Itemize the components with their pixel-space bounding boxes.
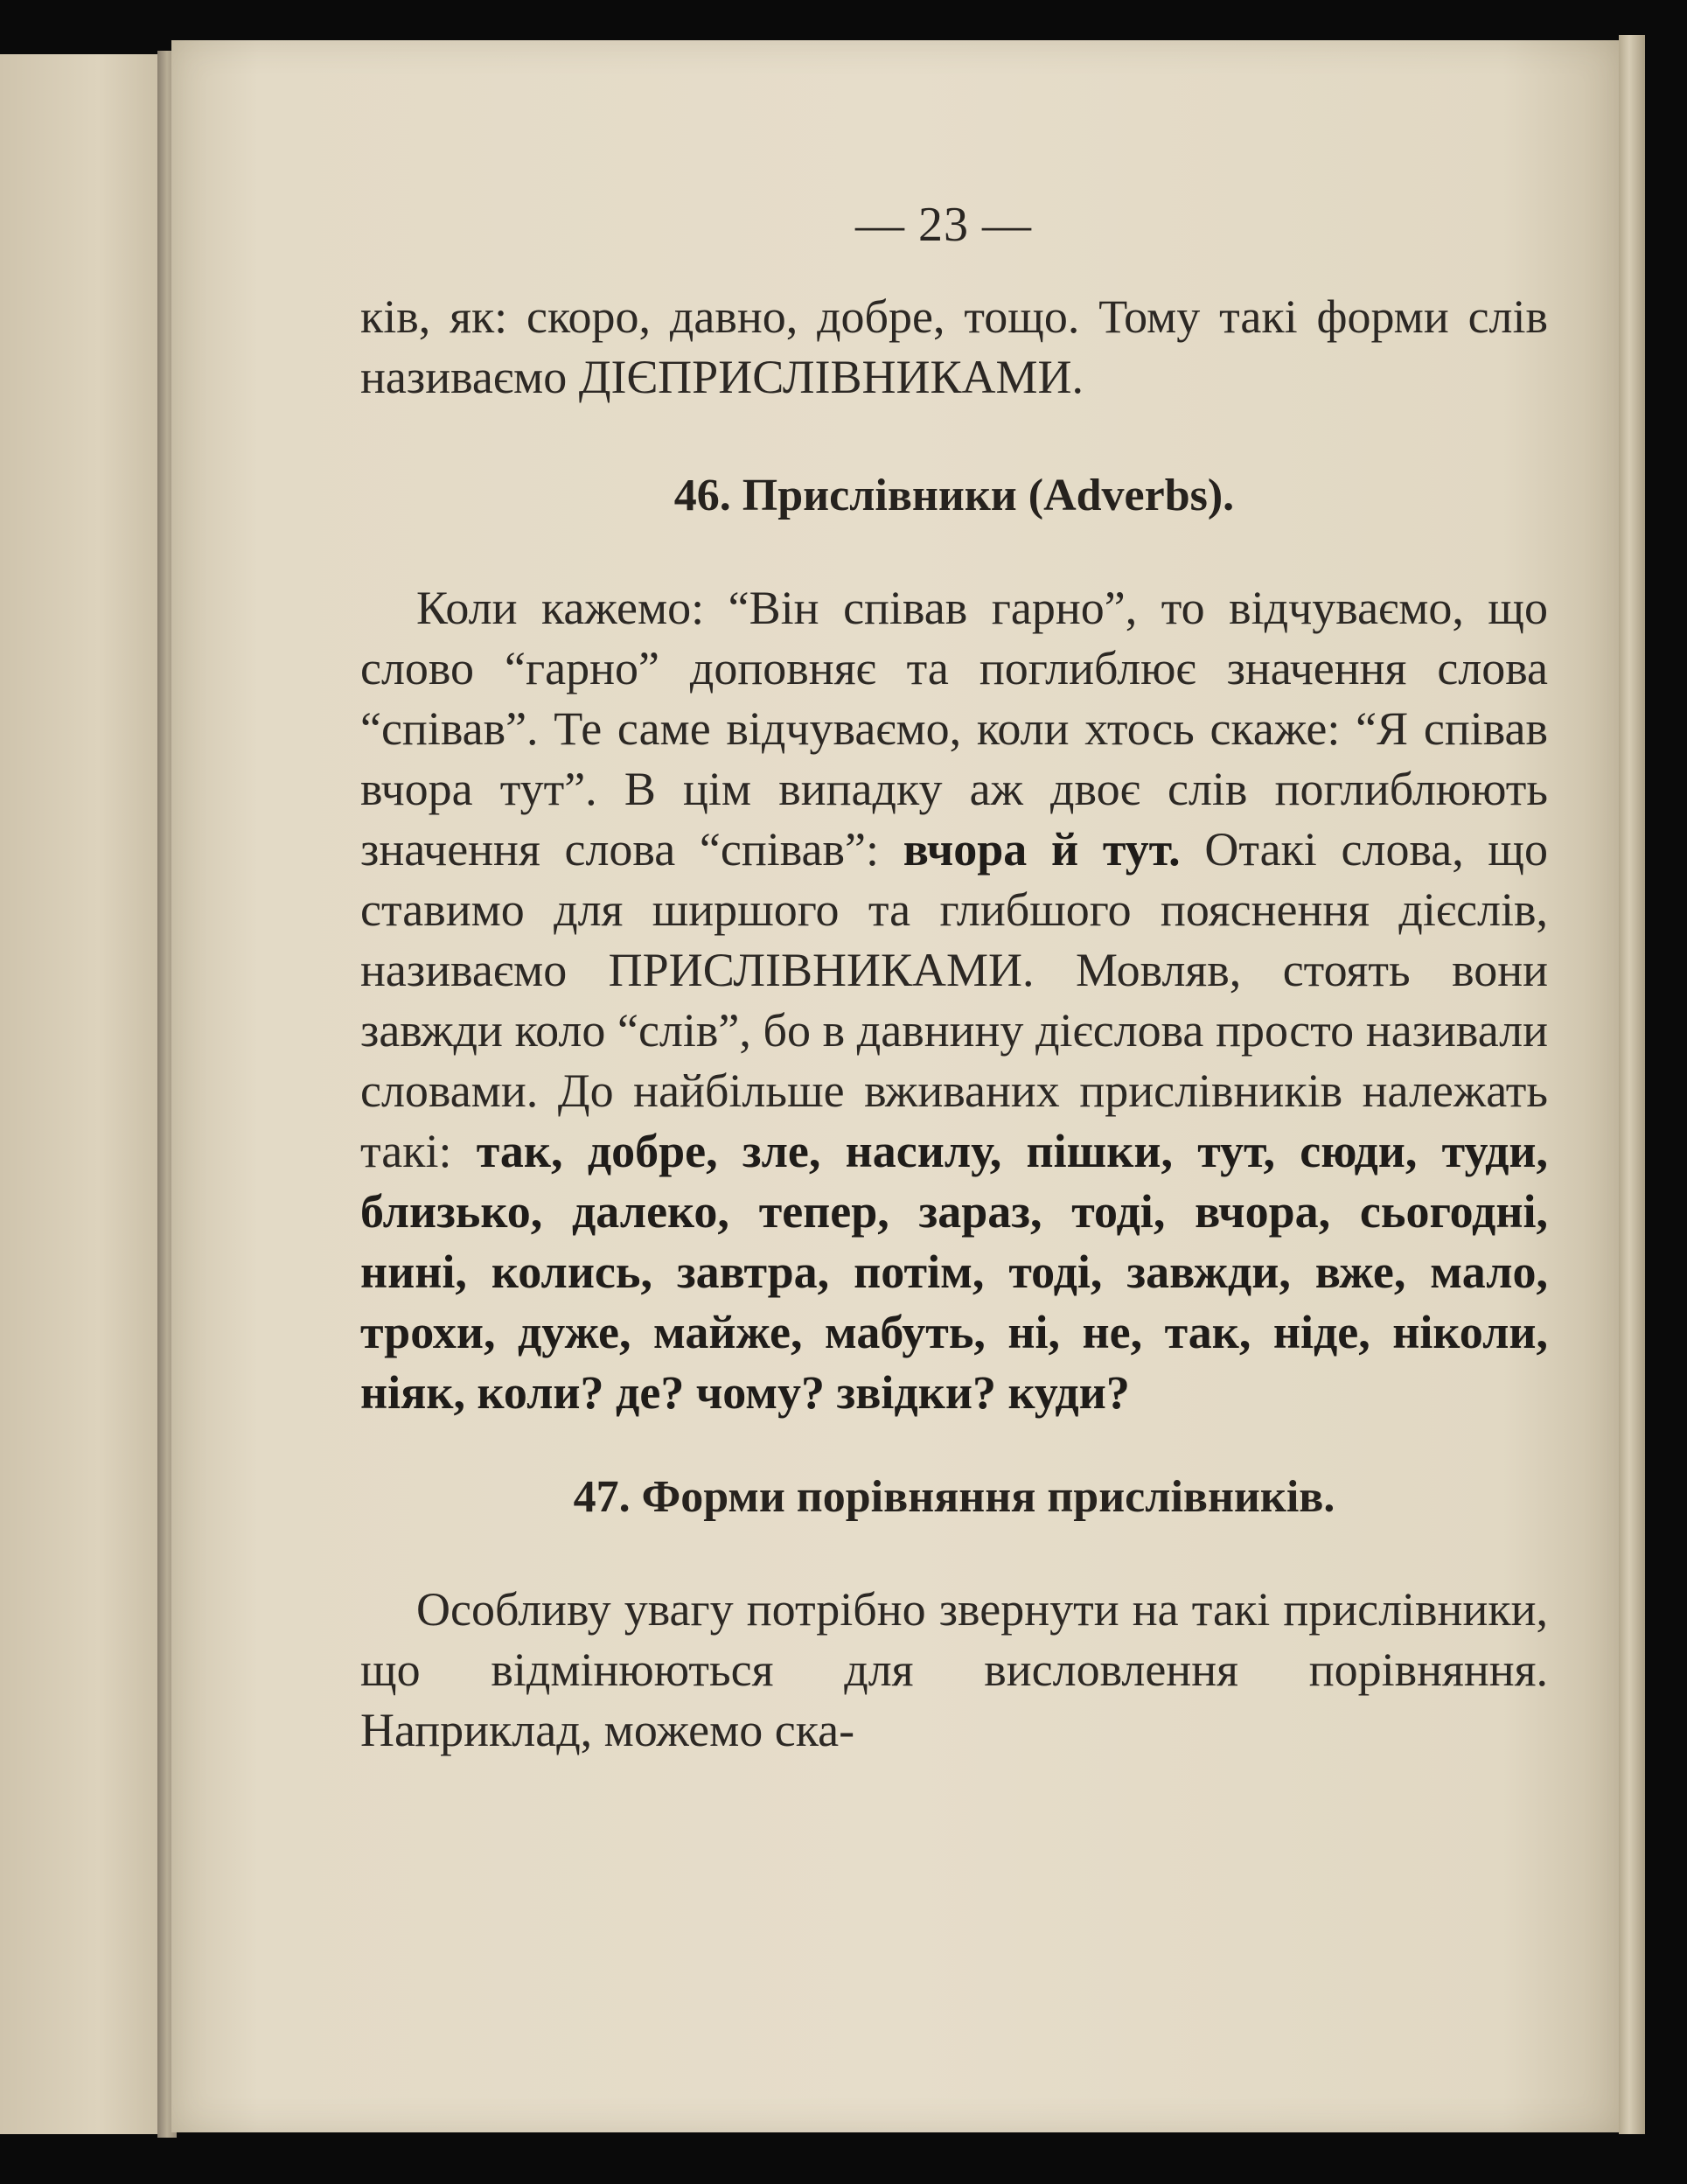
paragraph-text: Коли кажемо: “Він співав гарно”, то відчуваємо, що слово “гарно” доповняє та поглиблює значення слова “співав”. Те саме відчуваємо, коли хтось скаже: “Я співав вчора тут”. В цім випадку аж двоє слів поглиблюють значення слова “співав”: — [360, 582, 1548, 876]
paragraph-text: Отакі слова, що ставимо для ширшого та глибшого пояснення дієслів, називаємо ПРИСЛІВНИКАМИ. Мовляв, стоять вони завжди коло “слів”, бо в давнину дієслова просто називали словами. До найбільше вживаних прислівників належать такі: — [360, 823, 1548, 1177]
section-47-heading: 47. Форми порівняння прислівників. — [573, 1472, 1335, 1522]
bold-adverb-list: так, добре, зле, насилу, пішки, тут, сюди, туди, близько, далеко, тепер, зараз, тоді, вчора, сьогодні, нині, колись, завтра, потім, тоді, завжди, вже, мало, трохи, дуже, майже, мабуть, ні, не, так, ніде, ніколи, ніяк, коли? де? чому? звідки? куди? — [360, 1125, 1548, 1419]
section-47-paragraph: Особливу увагу потрібно звернути на такі прислівники, що відмінюються для висловлення порівняння. Наприклад, можемо ска- — [360, 1583, 1548, 1756]
page-number: — 23 — — [855, 198, 1032, 252]
section-46-heading: 46. Прислівники (Adverbs). — [673, 471, 1235, 520]
page-text — [360, 287, 1548, 1761]
bold-example: вчора й тут. — [903, 823, 1181, 876]
intro-paragraph: ків, як: скоро, давно, добре, тощо. Тому такі форми слів називаємо ДІЄПРИСЛІВНИКАМИ. — [360, 290, 1548, 403]
page-edge — [1619, 35, 1645, 2134]
left-page-edge — [0, 54, 164, 2134]
section-46-paragraph — [360, 578, 1548, 1423]
